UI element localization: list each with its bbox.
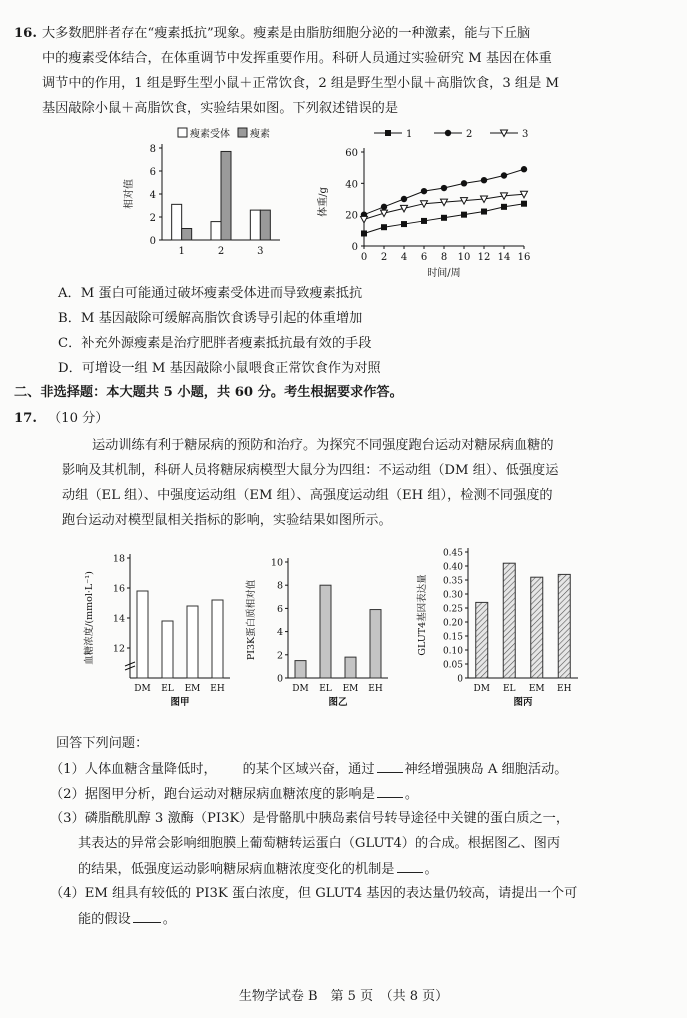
y-tick-label: 0.45 <box>442 548 463 559</box>
q17-intro-line-1: 运动训练有利于糖尿病的预防和治疗。为探究不同强度跑台运动对糖尿病血糖的 <box>92 438 554 453</box>
y-axis-label: 体重/g <box>318 187 329 217</box>
y-tick-label: 60 <box>345 148 358 159</box>
x-tick-label: EM <box>528 684 545 694</box>
q17-sub2 <box>50 785 418 804</box>
x-tick-label: 0 <box>360 252 368 263</box>
q16-number: 16. <box>14 26 37 41</box>
y-axis-label: 相对值 <box>124 179 135 209</box>
q17-sub4-line-2 <box>78 910 176 929</box>
q17-sub2-part-b: 。 <box>404 787 419 802</box>
bar-DM <box>295 661 306 678</box>
y-tick-label: 0 <box>149 236 156 247</box>
q17-sub1-part-c: 神经增强胰岛 A 细胞活动。 <box>404 762 568 777</box>
y-tick-label: 0.30 <box>442 590 463 601</box>
q17-sub3-part-b: 。 <box>424 862 438 877</box>
y-tick-label: 0 <box>457 674 463 685</box>
y-tick-label: 4 <box>149 190 156 201</box>
data-point-1 <box>501 204 507 210</box>
bar-EH <box>370 610 381 678</box>
q16-option-b[interactable]: B．M 基因敲除可缓解高脂饮食诱导引起的体重增加 <box>58 311 363 326</box>
q17-sub3-line-3 <box>78 860 438 879</box>
x-tick-label: DM <box>473 684 490 694</box>
y-axis-label: PI3K蛋白质相对值 <box>246 579 257 661</box>
data-point-2 <box>521 166 527 172</box>
q16-option-d[interactable]: D．可增设一组 M 基因敲除小鼠喂食正常饮食作为对照 <box>58 361 381 376</box>
x-tick-label: EH <box>210 684 225 694</box>
data-point-2 <box>421 188 427 194</box>
q17-prompt: 回答下列问题： <box>56 736 149 751</box>
x-tick-label: EL <box>319 684 332 694</box>
y-tick-label: 0.25 <box>442 604 463 615</box>
data-point-2 <box>381 204 387 210</box>
x-tick-label: 16 <box>517 252 531 263</box>
y-tick-label: 10 <box>270 557 283 569</box>
x-tick-label: 3 <box>257 246 264 257</box>
q17-intro-line-2: 影响及其机制，科研人员将糖尿病模型大鼠分为四组：不运动组（DM 组）、低强度运 <box>62 463 559 478</box>
q17-sub1 <box>50 760 568 779</box>
bar-EL <box>162 621 173 678</box>
x-tick-label: EL <box>502 684 516 694</box>
y-tick-label: 6 <box>149 167 156 178</box>
y-tick-label: 0.05 <box>442 660 463 671</box>
bar-receptor <box>250 210 260 240</box>
data-point-1 <box>481 209 487 215</box>
q16-option-c[interactable]: C．补充外源瘦素是治疗肥胖者瘦素抵抗最有效的手段 <box>58 336 372 351</box>
y-tick-label: 8 <box>276 580 283 592</box>
legend-marker-2 <box>445 130 451 136</box>
legend-label-leptin: 瘦素 <box>250 129 270 140</box>
chart-title: 图丙 <box>513 697 533 708</box>
answer-blank-2[interactable] <box>377 785 403 798</box>
q17-sub4-line-1: （4）EM 组具有较低的 PI3K 蛋白浓度，但 GLUT4 基因的表达量仍较高，请提出一个可 <box>50 886 578 901</box>
x-tick-label: 1 <box>178 246 185 257</box>
q17-sub3-line-2: 其表达的异常会影响细胞膜上葡萄糖转运蛋白（GLUT4）的合成。根据图乙、图丙 <box>78 836 561 851</box>
q17-score: （10 分） <box>48 411 109 426</box>
y-tick-label: 0.10 <box>442 646 463 657</box>
q16-line-chart <box>310 124 545 284</box>
chart-fig-jia <box>78 548 238 718</box>
data-point-1 <box>401 221 407 227</box>
bar-DM <box>476 602 488 678</box>
q17-intro-line-3: 动组（EL 组）、中强度运动组（EM 组）、高强度运动组（EH 组），检测不同强度的 <box>62 488 553 503</box>
bar-EL <box>503 563 515 678</box>
q17-sub1-part-a: （1）人体血糖含量降低时， <box>50 762 217 777</box>
legend-label-receptor: 瘦素受体 <box>190 129 230 140</box>
data-point-2 <box>501 172 507 178</box>
q17-sub4-part-a: 能的假设 <box>78 912 131 927</box>
chart-fig-bing <box>412 542 587 718</box>
y-tick-label: 8 <box>149 144 156 155</box>
bar-EH <box>558 574 570 678</box>
x-axis-label: 时间/周 <box>427 268 461 279</box>
y-tick-label: 0 <box>276 673 283 685</box>
legend-swatch-receptor <box>178 128 187 137</box>
x-tick-label: 2 <box>217 246 225 257</box>
q16-bar-chart <box>120 124 290 264</box>
x-tick-label: 2 <box>380 252 388 263</box>
legend-label-3: 3 <box>522 129 529 140</box>
y-tick-label: 20 <box>345 210 358 222</box>
q17-sub3-line-1: （3）磷脂酰肌醇 3 激酶（PI3K）是骨骼肌中胰岛素信号转导途径中关键的蛋白质之一， <box>50 811 570 826</box>
x-tick-label: 12 <box>477 252 491 263</box>
bar-leptin <box>182 229 192 241</box>
x-tick-label: 8 <box>440 252 448 263</box>
data-point-1 <box>461 212 467 218</box>
bar-leptin <box>221 151 231 240</box>
page-footer: 生物学试卷 B 第 5 页 （共 8 页） <box>238 989 449 1004</box>
y-tick-label: 0.35 <box>442 576 463 587</box>
bar-receptor <box>211 222 221 240</box>
y-axis-label: GLUT4基因表达量 <box>417 574 428 656</box>
y-tick-label: 4 <box>276 627 283 639</box>
legend-marker-1 <box>385 130 391 136</box>
x-tick-label: 4 <box>400 252 408 263</box>
y-tick-label: 0.20 <box>442 618 463 629</box>
legend-swatch-leptin <box>238 128 247 137</box>
legend-label-1: 1 <box>406 129 413 140</box>
x-tick-label: EL <box>161 684 174 694</box>
x-tick-label: 14 <box>497 252 511 263</box>
answer-blank-4[interactable] <box>133 910 161 923</box>
y-tick-label: 0.40 <box>442 562 463 573</box>
q17-number: 17. <box>14 411 37 426</box>
q17-sub1-part-b: 的某个区域兴奋，通过 <box>242 762 375 777</box>
data-point-2 <box>461 180 467 186</box>
data-point-2 <box>481 177 487 183</box>
chart-fig-yi <box>240 548 405 718</box>
chart-title: 图甲 <box>170 697 190 708</box>
y-tick-label: 0.15 <box>442 632 463 643</box>
q16-option-a[interactable]: A．M 蛋白可能通过破坏瘦素受体进而导致瘦素抵抗 <box>58 286 363 301</box>
bar-DM <box>137 591 148 678</box>
data-point-1 <box>361 230 367 236</box>
y-tick-label: 40 <box>345 179 358 191</box>
q16-stem-line-2: 中的瘦素受体结合，在体重调节中发挥重要作用。科研人员通过实验研究 M 基因在体重 <box>42 51 552 66</box>
section-heading: 二、非选择题：本大题共 5 小题，共 60 分。考生根据要求作答。 <box>14 385 403 400</box>
y-tick-label: 14 <box>112 613 125 625</box>
y-axis-label: 血糖浓度/(mmol·L⁻¹) <box>84 571 95 665</box>
x-tick-label: 6 <box>420 252 428 263</box>
q16-stem-line-1: 大多数肥胖者存在“瘦素抵抗”现象。瘦素是由脂肪细胞分泌的一种激素，能与下丘脑 <box>42 26 531 41</box>
x-tick-label: EM <box>342 684 359 694</box>
q16-stem-line-3: 调节中的作用，1 组是野生型小鼠＋正常饮食，2 组是野生型小鼠＋高脂饮食，3 组是 M <box>42 76 560 91</box>
x-tick-label: EH <box>368 684 383 694</box>
y-tick-label: 18 <box>112 553 125 565</box>
answer-blank-1b[interactable] <box>377 760 403 773</box>
y-tick-label: 0 <box>351 242 358 253</box>
q17-sub3-part-a: 的结果，低强度运动影响糖尿病血糖浓度变化的机制是 <box>78 862 395 877</box>
y-tick-label: 12 <box>112 643 125 655</box>
y-tick-label: 2 <box>276 650 283 662</box>
q17-intro-line-4: 跑台运动对模型鼠相关指标的影响，实验结果如图所示。 <box>62 513 392 528</box>
q16-stem-line-4: 基因敲除小鼠＋高脂饮食，实验结果如图。下列叙述错误的是 <box>42 101 399 116</box>
y-tick-label: 16 <box>112 583 125 595</box>
bar-EM <box>345 657 356 678</box>
data-point-1 <box>421 218 427 224</box>
x-tick-label: 10 <box>457 252 471 263</box>
x-tick-label: DM <box>134 684 151 694</box>
bar-EL <box>320 585 331 678</box>
bar-receptor <box>172 204 182 240</box>
data-point-1 <box>381 224 387 230</box>
bar-EH <box>212 600 223 678</box>
y-tick-label: 6 <box>276 603 283 615</box>
q17-sub4-part-b: 。 <box>162 912 176 927</box>
q17-sub2-part-a: （2）据图甲分析，跑台运动对糖尿病血糖浓度的影响是 <box>50 787 375 802</box>
data-point-3 <box>361 216 368 223</box>
legend-label-2: 2 <box>466 129 473 140</box>
bar-EM <box>187 606 198 678</box>
data-point-1 <box>441 215 447 221</box>
y-tick-label: 2 <box>149 213 156 224</box>
data-point-2 <box>401 196 407 202</box>
bar-EM <box>531 577 543 678</box>
chart-title: 图乙 <box>328 697 348 708</box>
bar-leptin <box>260 210 270 240</box>
x-tick-label: DM <box>292 684 309 694</box>
x-tick-label: EH <box>557 684 572 694</box>
x-tick-label: EM <box>184 684 201 694</box>
answer-blank-3[interactable] <box>397 860 423 873</box>
data-point-2 <box>441 185 447 191</box>
data-point-1 <box>521 201 527 207</box>
